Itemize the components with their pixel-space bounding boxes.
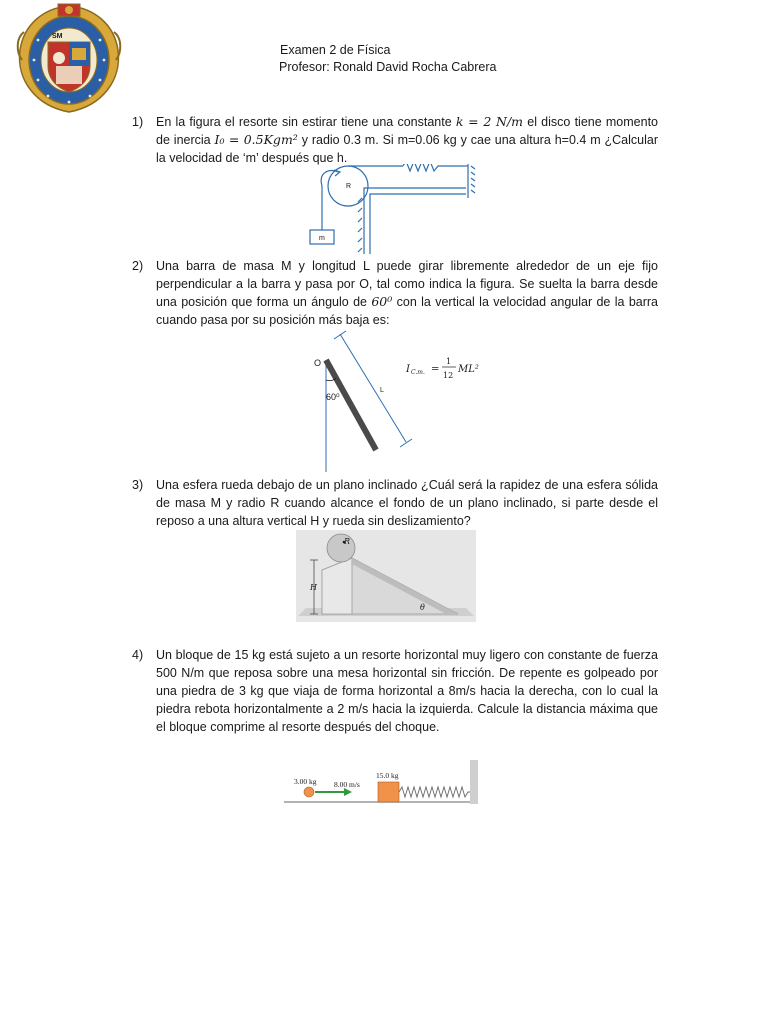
moment-of-inertia-formula: I₀ = 0.5Kgm² — [214, 132, 298, 147]
svg-text:1: 1 — [446, 357, 452, 366]
question-1-number: 1) — [132, 115, 144, 129]
professor-name: Profesor: Ronald David Rocha Cabrera — [279, 60, 497, 74]
question-2-text: Una barra de masa M y longitud L puede girar libremente alrededor de un eje fijo perpendicular a la barra y pasa por O, tal como indica la figura. Se suelta la barra desde una posición que forma un ángulo de 60⁰ con la vertical la velocidad angular de la barra cuando pasa por su posición más baja es: — [156, 259, 658, 327]
question-1-figure — [308, 164, 488, 254]
speed-label: 8.00 m/s — [334, 780, 360, 789]
spring — [403, 164, 463, 171]
svg-text:C.m.: C.m. — [411, 369, 425, 376]
svg-text:I: I — [406, 364, 410, 375]
question-4-number: 4) — [132, 648, 144, 662]
rolling-sphere — [327, 534, 355, 562]
disk-radius-label: R — [346, 183, 352, 190]
svg-text:ML²: ML² — [458, 364, 479, 375]
spring-constant-formula: k = 2 N/m — [455, 114, 524, 129]
svg-text:12: 12 — [443, 371, 454, 380]
svg-text:SM: SM — [52, 33, 63, 40]
sphere-radius-label: R — [344, 537, 351, 546]
inertia-formula — [405, 357, 479, 380]
question-2-number: 2) — [132, 259, 144, 273]
university-crest-logo — [14, 2, 124, 114]
question-1-text: En la figura el resorte sin estirar tiene una constante k = 2 N/m el disco tiene momento de inercia I₀ = 0.5Kgm² y radio 0.3 m. Si m=0.06 kg y cae una altura h=0.4 m ¿Calcular la velocidad de ‘m’ después que h. — [156, 114, 658, 165]
question-3-number: 3) — [132, 478, 144, 492]
incline-angle-label: θ — [420, 603, 425, 612]
stone — [304, 787, 314, 797]
block — [378, 782, 399, 802]
svg-text:=: = — [431, 364, 440, 375]
exam-title: Examen 2 de Física — [280, 43, 391, 57]
question-2-figure — [306, 330, 506, 472]
question-3-figure — [296, 530, 476, 622]
angle-value: 60⁰ — [371, 294, 393, 309]
mass-label: m — [319, 235, 325, 242]
pivot-label: O — [314, 358, 322, 368]
question-4-figure — [284, 758, 480, 808]
block-mass-label: 15.0 kg — [376, 771, 399, 780]
length-label: L — [380, 387, 384, 394]
stone-mass-label: 3.00 kg — [294, 777, 317, 786]
height-label: H — [310, 583, 317, 592]
rotating-bar — [326, 360, 376, 450]
question-3-text: Una esfera rueda debajo de un plano inclinado ¿Cuál será la rapidez de una esfera sólida de masa M y radio R cuando alcance el fondo de un plano inclinado, si parte desde el reposo a una altura vertical H y rueda sin deslizamiento? — [156, 478, 658, 528]
question-4-text: Un bloque de 15 kg está sujeto a un resorte horizontal muy ligero con constante de fuerza 500 N/m que reposa sobre una mesa horizontal sin fricción. De repente es golpeado por una piedra de 3 kg que viaja de forma horizontal a 8m/s hacia la derecha, con lo cual la piedra rebota horizontalmente a 2 m/s hacia la izquierda. Calcule la distancia máxima que el bloque comprime al resorte después del choque. — [156, 648, 658, 734]
angle-label: 60⁰ — [326, 392, 340, 402]
